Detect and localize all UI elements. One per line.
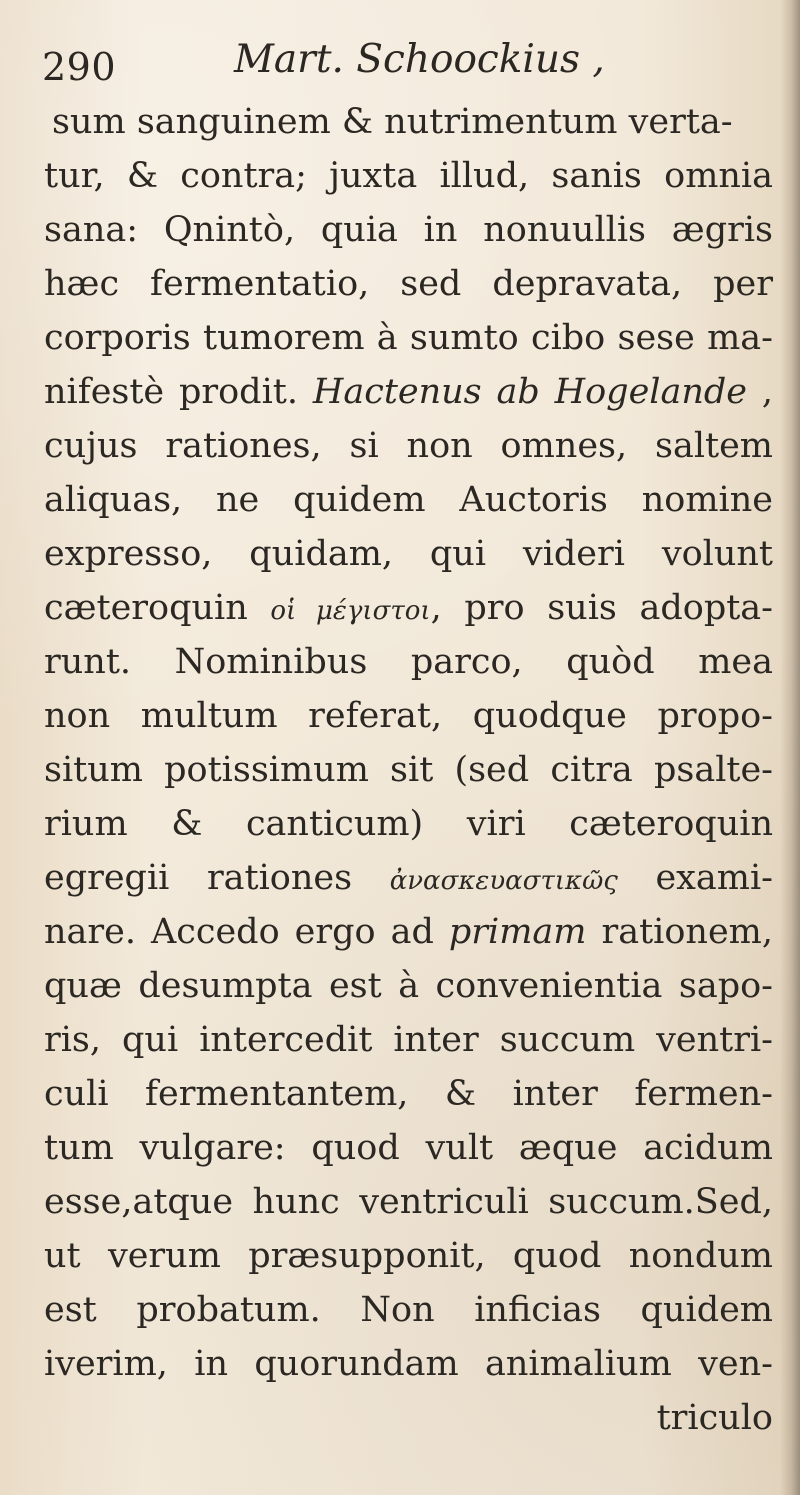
text-line: ris, qui intercedit inter succum ventri- [44, 1020, 773, 1060]
text-line: sana: Qnintò, quia in nonuullis ægris [44, 210, 773, 250]
text-line: est probatum. Non inficias quidem [44, 1290, 773, 1330]
text-line: runt. Nominibus parco, quòd mea [44, 642, 773, 682]
greek-phrase: ἀνασκευαστικῶς [389, 866, 618, 896]
text-fragment: egregii rationes [44, 858, 390, 898]
text-line: tur, & contra; juxta illud, sanis omnia [44, 156, 773, 196]
italic-reference: Hactenus ab Hogelande [312, 372, 748, 412]
text-line [44, 581, 773, 635]
page-number: 290 [42, 45, 117, 89]
text-line [44, 905, 773, 959]
text-fragment: rationem, [586, 912, 773, 952]
text-line: quæ desumpta est à convenientia sapo- [44, 966, 773, 1006]
text-fragment: nare. Accedo ergo ad [44, 912, 449, 952]
text-line: cujus rationes, si non omnes, saltem [44, 426, 773, 466]
text-fragment: , [747, 372, 773, 412]
text-line [44, 851, 773, 905]
page-edge-shadow [780, 0, 800, 1495]
italic-word: primam [448, 912, 587, 952]
text-line: corporis tumorem à sumto cibo sese ma- [44, 318, 773, 358]
text-line: iverim, in quorundam animalium ven- [44, 1344, 773, 1384]
text-line: rium & canticum) viri cæteroquin [44, 804, 773, 844]
text-line: non multum referat, quodque propo- [44, 696, 773, 736]
text-line: tum vulgare: quod vult æque acidum [44, 1128, 773, 1168]
text-fragment: nifestè prodit. [44, 372, 313, 412]
text-fragment: , pro suis adopta- [430, 588, 773, 628]
text-line: sum sanguinem & nutrimentum verta- [52, 102, 733, 142]
text-fragment: cæteroquin [44, 588, 271, 628]
text-line: expresso, quidam, qui videri volunt [44, 534, 773, 574]
catchword: triculo [656, 1398, 773, 1438]
text-line: esse,atque hunc ventriculi succum.Sed, [44, 1182, 773, 1222]
page-header [42, 38, 772, 94]
text-line [44, 365, 773, 419]
text-line: situm potissimum sit (sed citra psalte- [44, 750, 773, 790]
text-fragment: exami- [617, 858, 773, 898]
latin-text-block [44, 95, 773, 1445]
greek-phrase: οἱ μέγιστοι [270, 596, 431, 626]
text-line: aliquas, ne quidem Auctoris nomine [44, 480, 773, 520]
text-line: hæc fermentatio, sed depravata, per [44, 264, 773, 304]
text-line: ut verum præsupponit, quod nondum [44, 1236, 773, 1276]
running-head: Mart. Schoockius , [234, 37, 605, 82]
text-line: culi fermentantem, & inter fermen- [44, 1074, 773, 1114]
